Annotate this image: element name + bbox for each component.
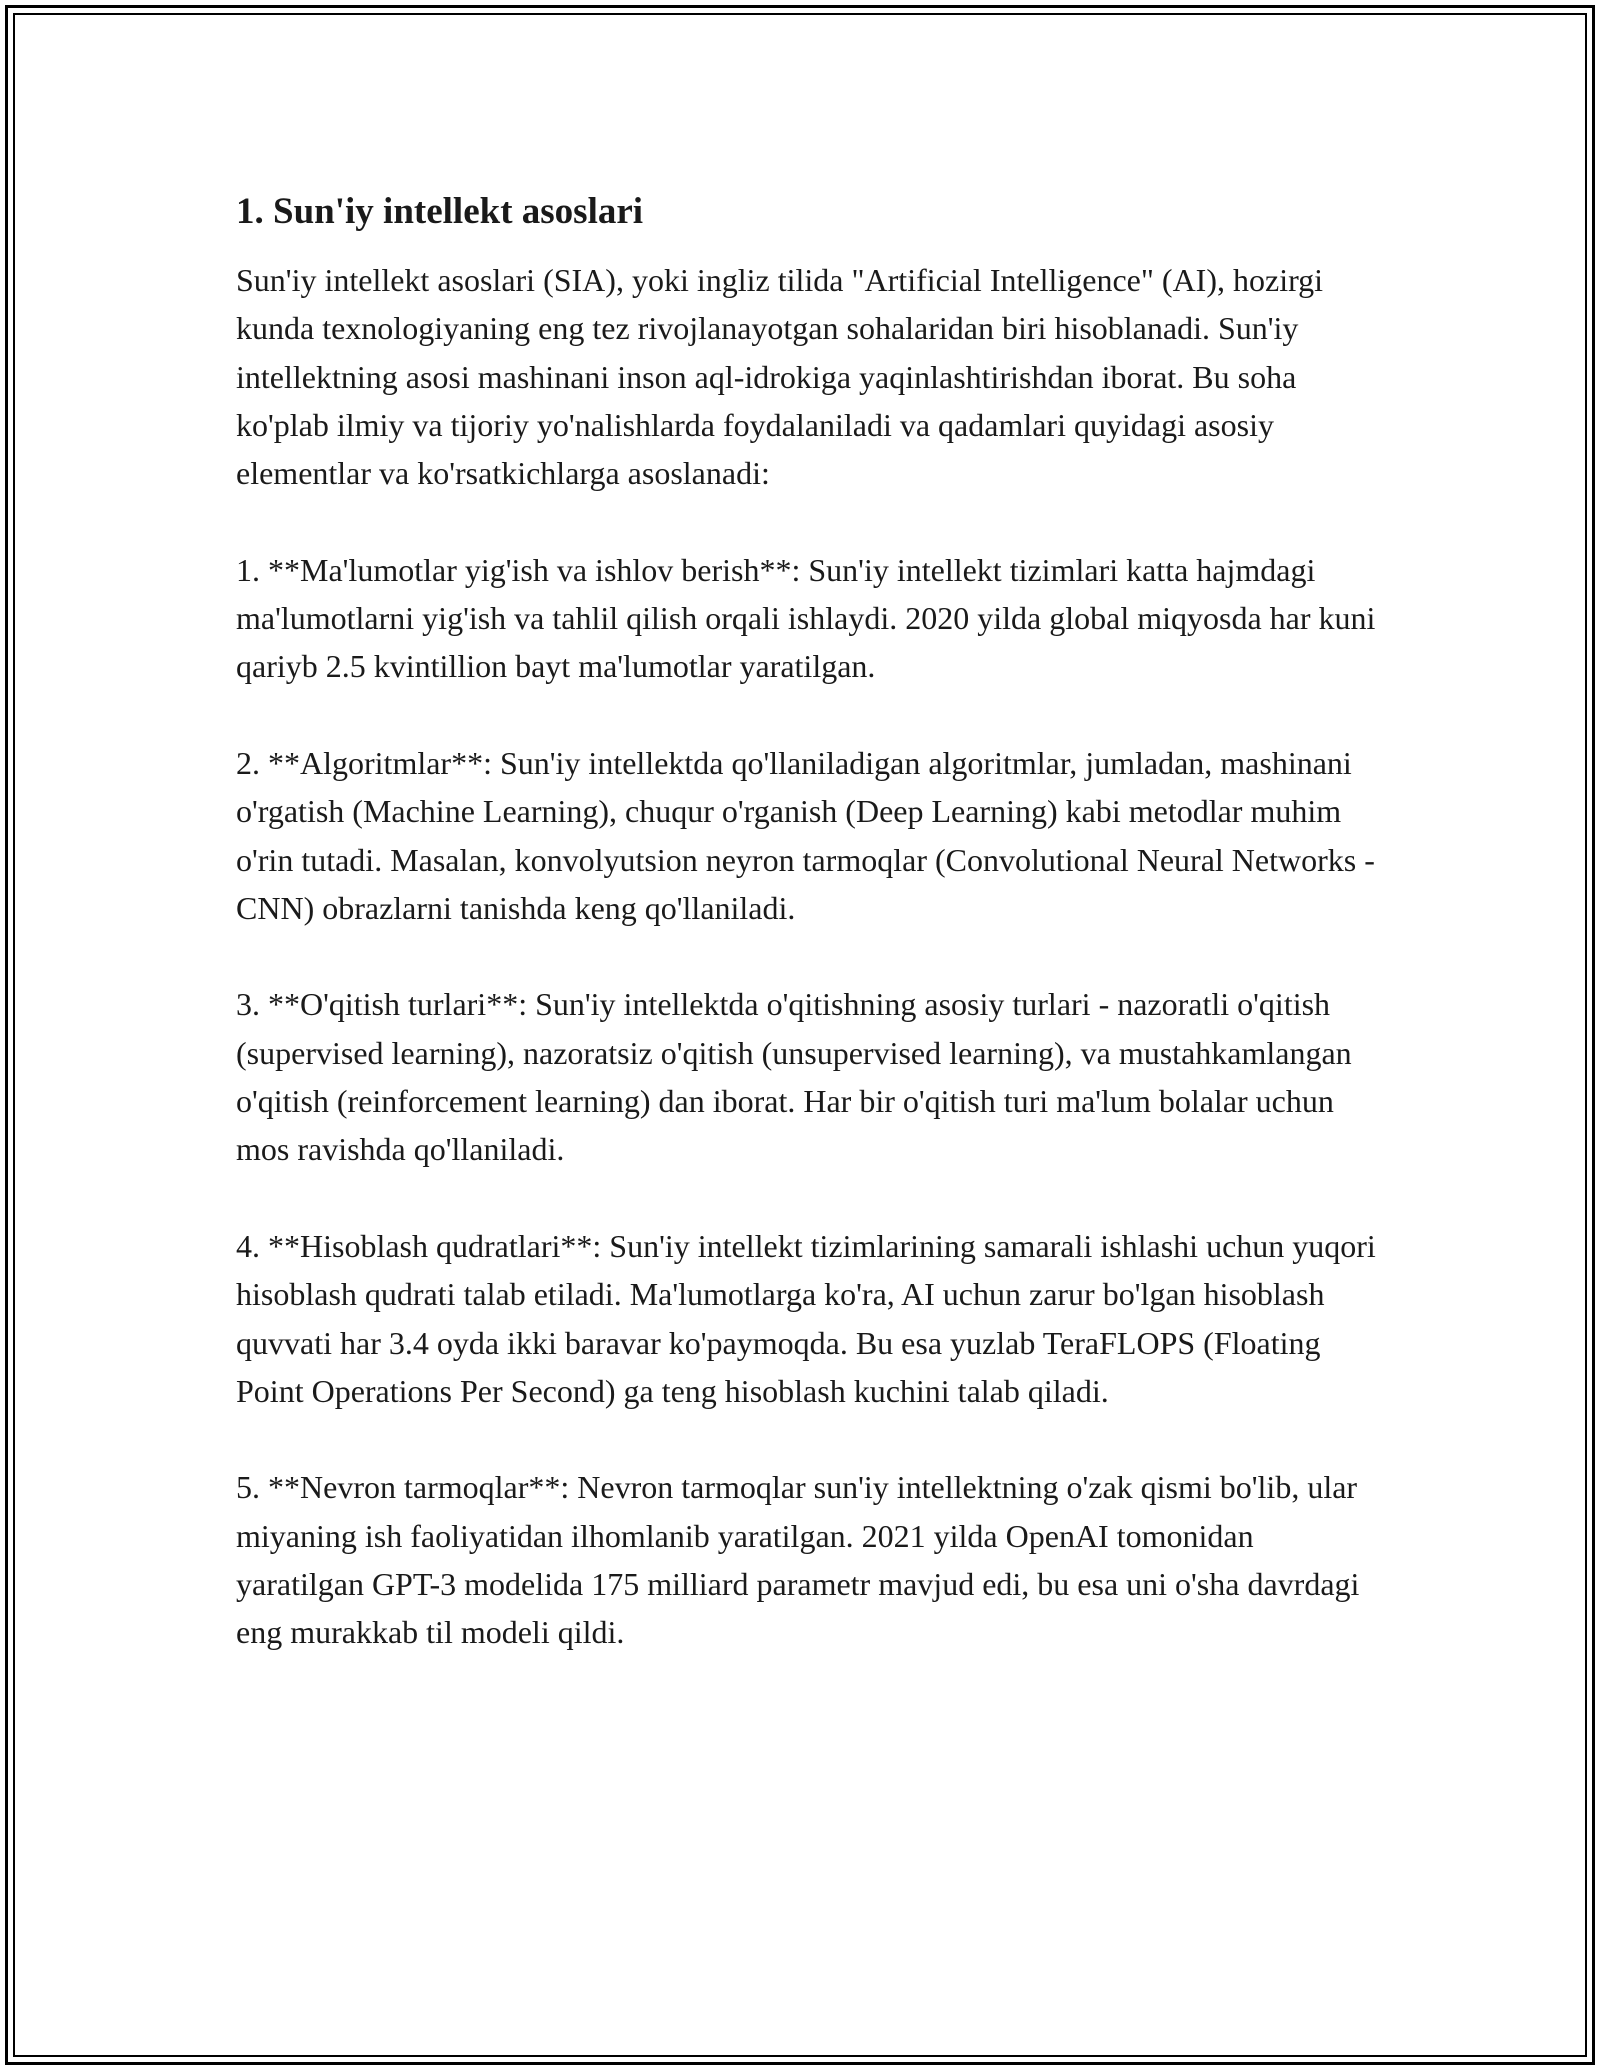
document-title: 1. Sun'iy intellekt asoslari [236,191,644,232]
list-item-neural-networks: 5. **Nevron tarmoqlar**: Nevron tarmoqlar sun'iy intellektning o'zak qismi bo'lib, ular miyaning ish faoliyatidan ilhomlanib yaratilgan. 2021 yilda OpenAI tomonidan yaratilgan GPT-3 modelida 175 milliard parametr mavjud edi, bu esa uni o'sha davrdagi eng murakkab til modeli qildi. [236,1469,1360,1651]
list-item-compute-power: 4. **Hisoblash qudratlari**: Sun'iy intellekt tizimlarining samarali ishlashi uchun yuqori hisoblash qudrati talab etiladi. Ma'lumotlarga ko'ra, AI uchun zarur bo'lgan hisoblash quvvati har 3.4 oyda ikki baravar ko'paymoqda. Bu esa yuzlab TeraFLOPS (Floating Point Operations Per Second) ga teng hisoblash kuchini talab qiladi. [236,1227,1376,1409]
intro-paragraph: Sun'iy intellekt asoslari (SIA), yoki ingliz tilida "Artificial Intelligence" (AI), hozirgi kunda texnologiyaning eng tez rivojlanayotgan sohalaridan biri hisoblanadi. Sun'iy intellektning asosi mashinani inson aql-idrokiga yaqinlashtirishdan iborat. Bu soha ko'plab ilmiy va tijoriy yo'nalishlarda foydalaniladi va qadamlari quyidagi asosiy elementlar va ko'rsatkichlarga asoslanadi: [236,262,1324,492]
list-item-algorithms: 2. **Algoritmlar**: Sun'iy intellektda qo'llaniladigan algoritmlar, jumladan, mashinani o'rgatish (Machine Learning), chuqur o'rganish (Deep Learning) kabi metodlar muhim o'rin tutadi. Masalan, konvolyutsion neyron tarmoqlar (Convolutional Neural Networks - CNN) obrazlarni tanishda keng qo'llaniladi. [236,744,1375,926]
document-body [236,188,1376,1657]
list-item-training-types: 3. **O'qitish turlari**: Sun'iy intellektda o'qitishning asosiy turlari - nazoratli o'qitish (supervised learning), nazoratsiz o'qitish (unsupervised learning), va mustahkamlangan o'qitish (reinforcement learning) dan iborat. Har bir o'qitish turi ma'lum bolalar uchun mos ravishda qo'llaniladi. [236,986,1352,1168]
list-item-data-collection: 1. **Ma'lumotlar yig'ish va ishlov berish**: Sun'iy intellekt tizimlari katta hajmdagi ma'lumotlarni yig'ish va tahlil qilish orqali ishlaydi. 2020 yilda global miqyosda har kuni qariyb 2.5 kvintillion bayt ma'lumotlar yaratilgan. [236,551,1376,685]
